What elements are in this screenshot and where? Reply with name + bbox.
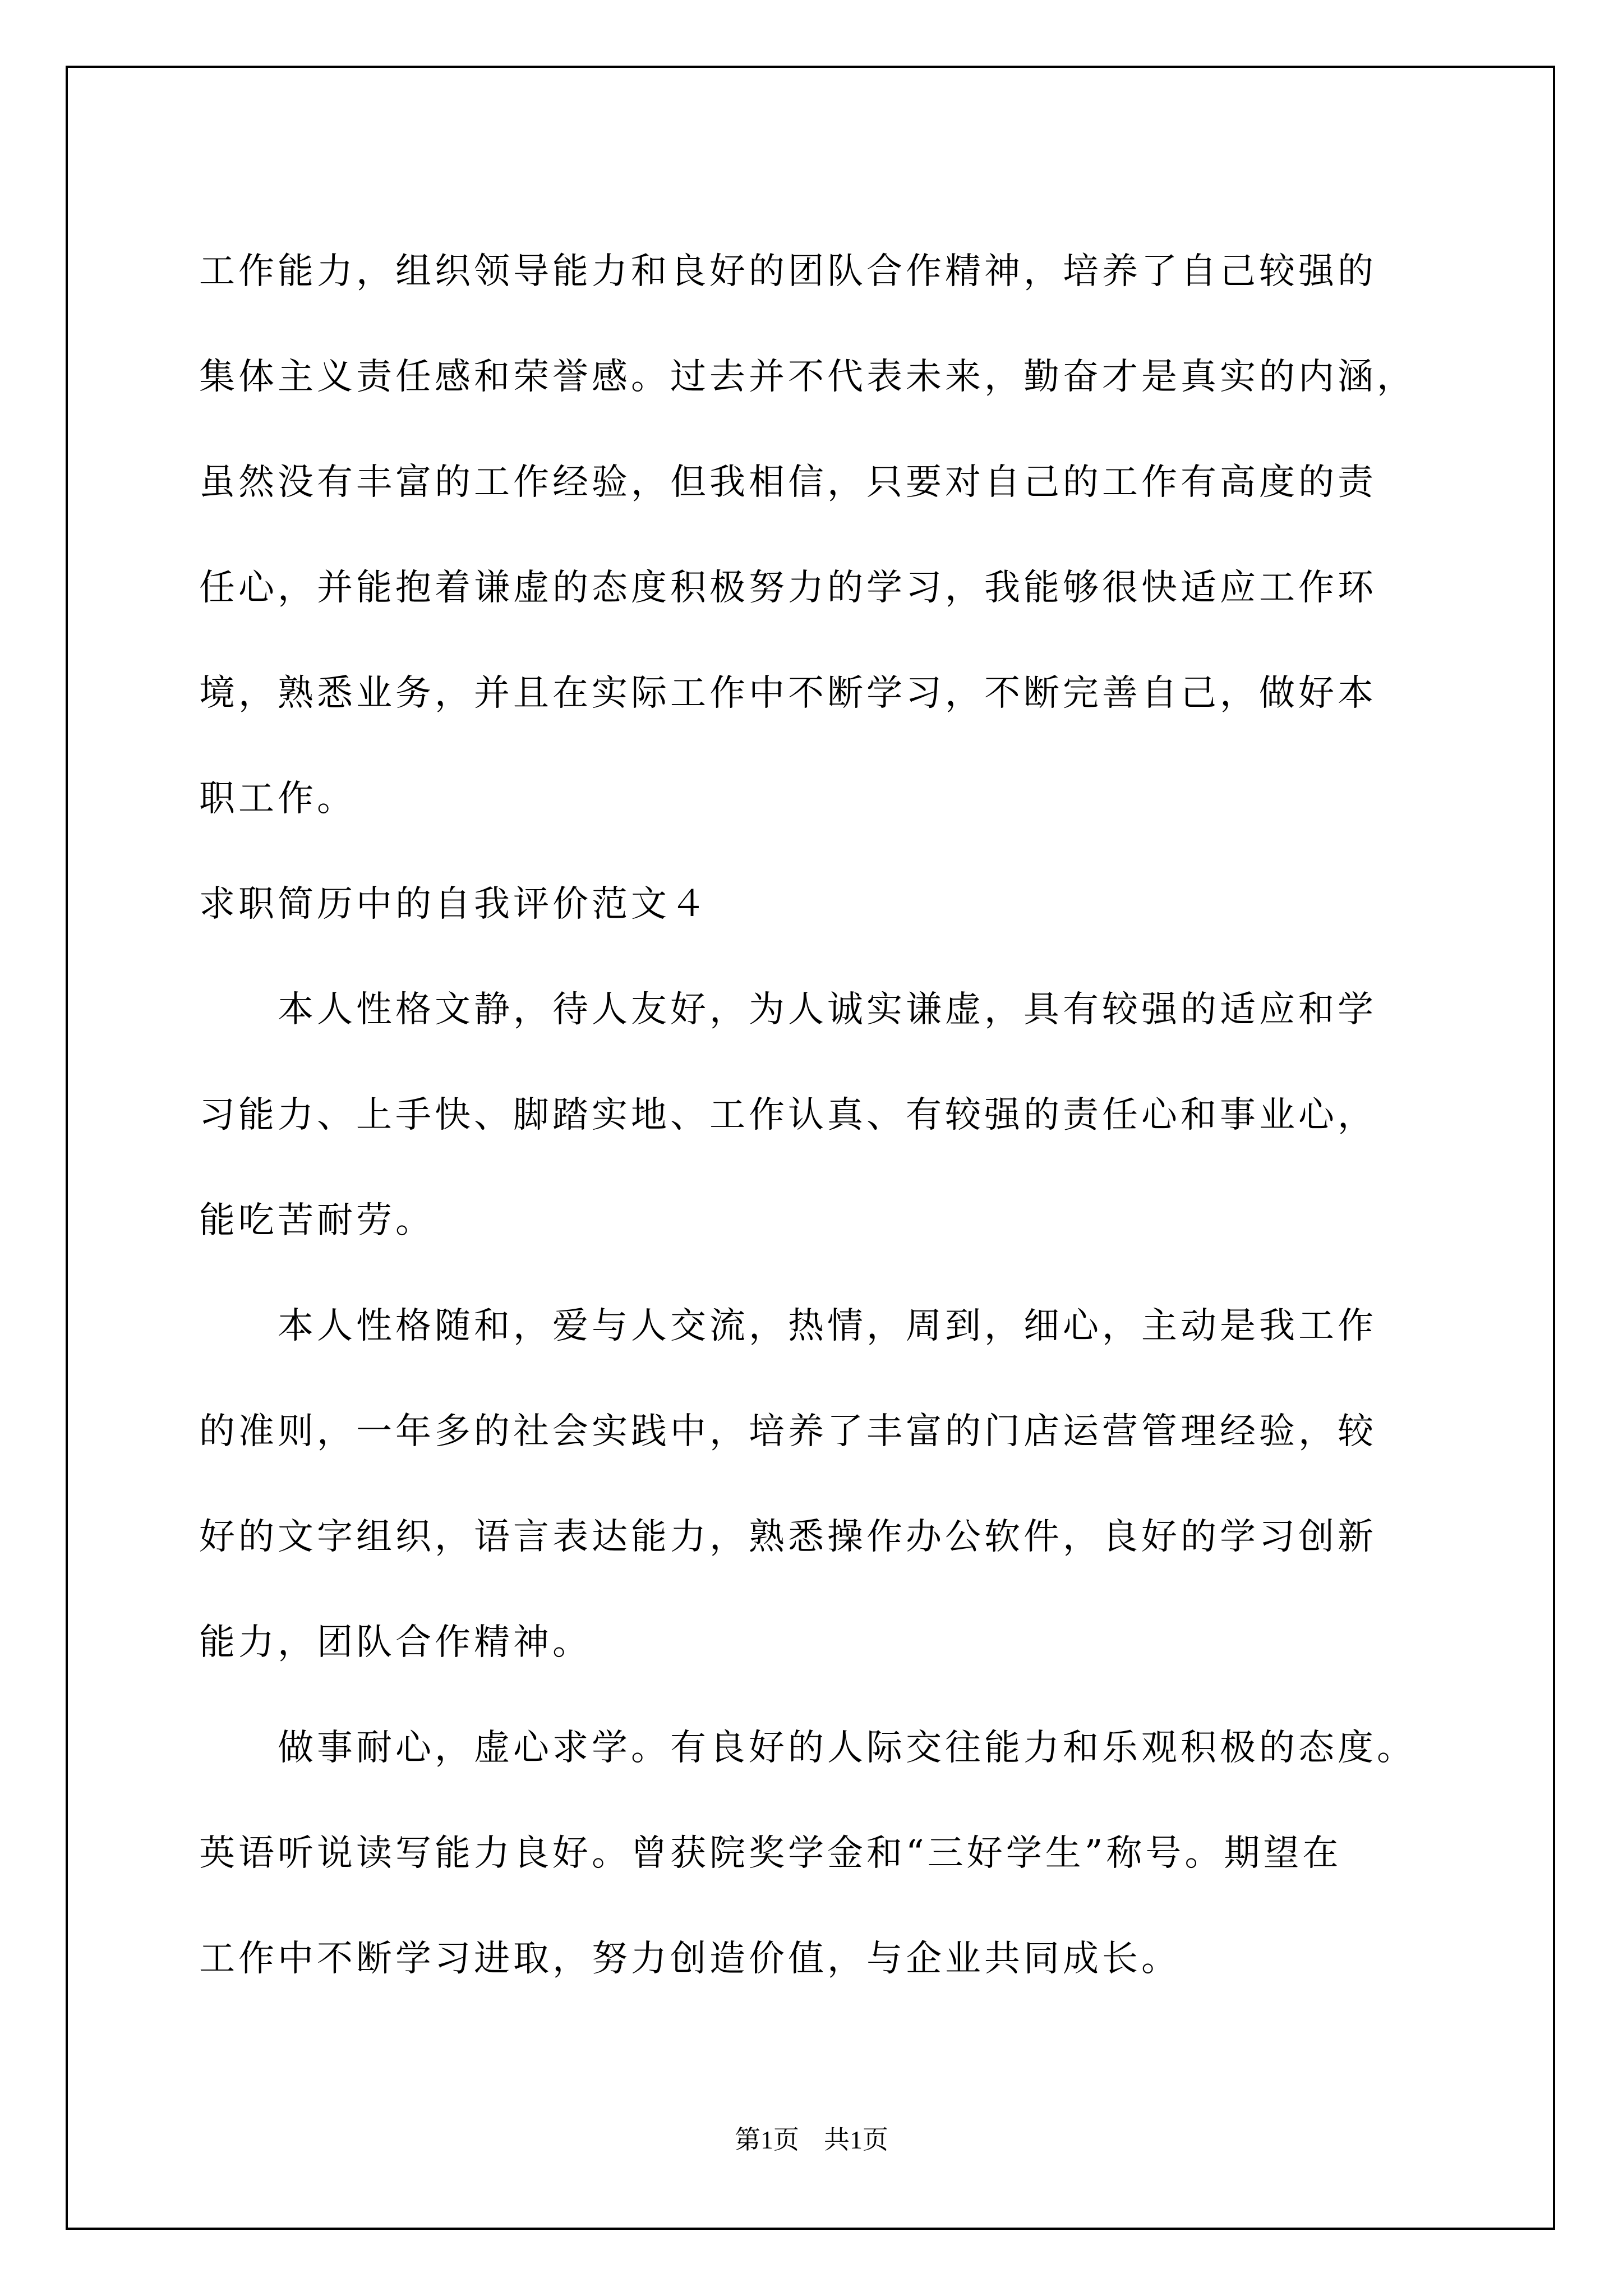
page-footer <box>0 2123 1623 2157</box>
body-line: 境，熟悉业务，并且在实际工作中不断学习，不断完善自己，做好本 <box>199 673 1377 714</box>
paragraph-line: 能力，团队合作精神。 <box>199 1622 592 1663</box>
paragraph-line: 好的文字组织，语言表达能力，熟悉操作办公软件，良好的学习创新 <box>199 1516 1377 1558</box>
page-number-current: 第1页 <box>735 2125 799 2154</box>
paragraph-line: 习能力、上手快、脚踏实地、工作认真、有较强的责任心和事业心， <box>199 1094 1377 1136</box>
paragraph-2 <box>199 1273 1427 1695</box>
page-number-total: 共1页 <box>824 2125 888 2154</box>
body-line: 职工作。 <box>199 778 356 820</box>
paragraph-3 <box>199 1695 1427 2012</box>
paragraph-line: 英语听说读写能力良好。曾获院奖学金和“三好学生”称号。期望在 <box>199 1833 1342 1874</box>
paragraph-line: 本人性格文静，待人友好，为人诚实谦虚，具有较强的适应和学 <box>278 989 1377 1030</box>
paragraph-1 <box>199 957 1427 1273</box>
paragraph-line: 做事耐心，虚心求学。有良好的人际交往能力和乐观积极的态度。 <box>278 1727 1416 1769</box>
body-line: 工作能力，组织领导能力和良好的团队合作精神，培养了自己较强的 <box>199 251 1377 292</box>
paragraph-line: 能吃苦耐劳。 <box>199 1200 435 1241</box>
body-line: 集体主义责任感和荣誉感。过去并不代表未来，勤奋才是真实的内涵， <box>199 356 1416 398</box>
body-line: 任心，并能抱着谦虚的态度积极努力的学习，我能够很快适应工作环 <box>199 567 1377 609</box>
paragraph-line: 的准则，一年多的社会实践中，培养了丰富的门店运营管理经验，较 <box>199 1411 1377 1452</box>
section-heading: 求职简历中的自我评价范文４ <box>199 884 709 925</box>
body-line: 虽然没有丰富的工作经验，但我相信，只要对自己的工作有高度的责 <box>199 462 1377 503</box>
paragraph-line: 本人性格随和，爱与人交流，热情，周到，细心，主动是我工作 <box>278 1305 1377 1347</box>
paragraph-line: 工作中不断学习进取，努力创造价值，与企业共同成长。 <box>199 1938 1181 1980</box>
document-body <box>199 219 1427 2012</box>
